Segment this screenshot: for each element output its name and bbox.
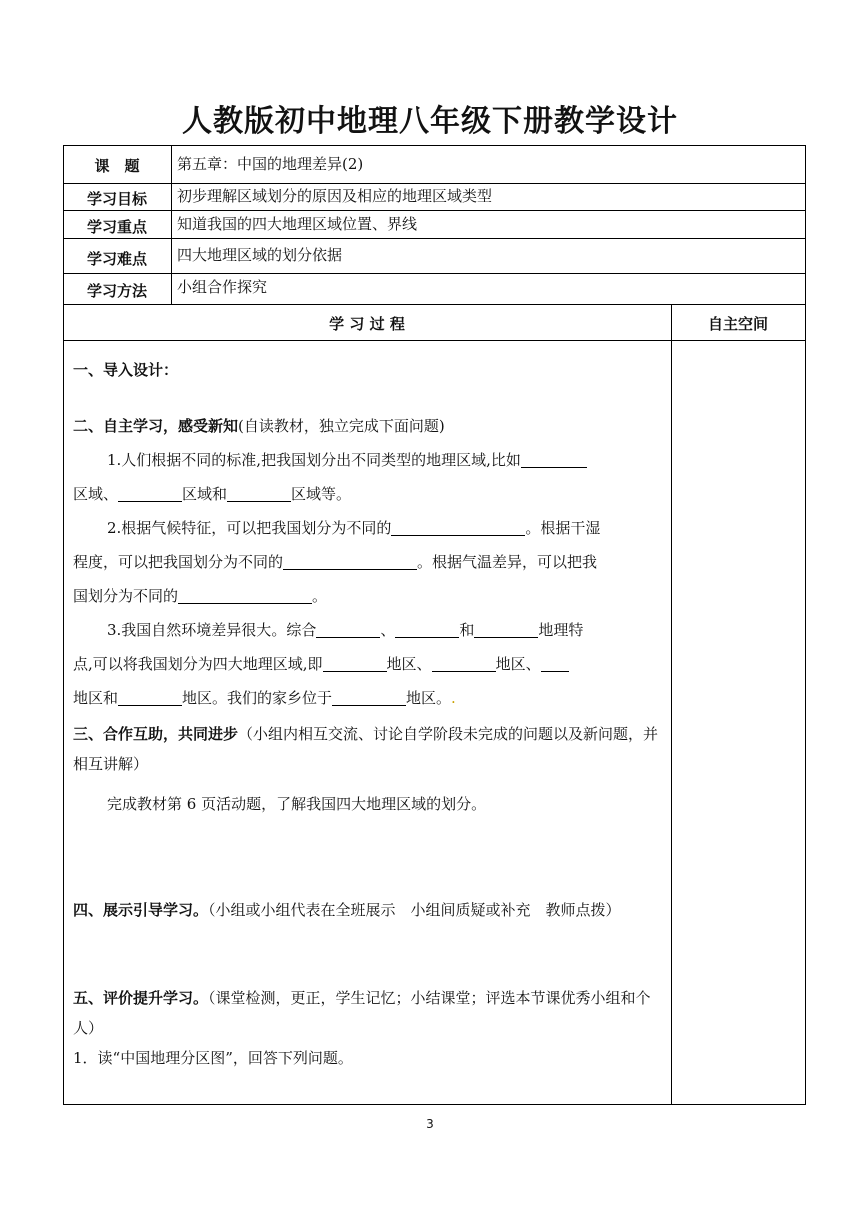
blank[interactable] <box>316 619 380 638</box>
section-evaluation-title: 五、评价提升学习。 <box>73 989 209 1007</box>
section-display-title: 四、展示引导学习。 <box>73 901 209 919</box>
blank[interactable] <box>283 551 417 570</box>
section-evaluation-note: （课堂检测，更正，学生记忆；小结课堂；评选本节课优秀小组和个人） <box>73 989 651 1037</box>
question-2: 2.根据气候特征，可以把我国划分为不同的 。根据干湿 <box>107 519 601 537</box>
question-3-cont: 点,可以将我国划分为四大地理区域,即 地区、 地区、 <box>73 647 663 681</box>
question-3: 3.我国自然环境差异很大。综合 、 和 地理特 <box>107 621 584 639</box>
section-display-note: （小组或小组代表在全班展示 小组间质疑或补充 教师点拨） <box>208 901 621 919</box>
question-2-end: 国划分为不同的 。 <box>73 587 328 605</box>
evaluation-question-1: 1．读“中国地理分区图”，回答下列问题。 <box>73 1049 353 1067</box>
blank[interactable] <box>178 585 312 604</box>
blank[interactable] <box>541 653 569 672</box>
blank[interactable] <box>323 653 387 672</box>
row-value-difficulty: 四大地理区域的划分依据 <box>177 246 343 264</box>
question-1: 1.人们根据不同的标准,把我国划分出不同类型的地理区域,比如 <box>73 443 663 477</box>
process-content <box>73 353 663 1073</box>
question-1-cont: 区域、 区域和 区域等。 <box>73 485 352 503</box>
row-label-method: 学习方法 <box>86 282 147 300</box>
row-value-topic: 第五章：中国的地理差异(2) <box>177 155 364 173</box>
blank[interactable] <box>118 483 182 502</box>
blank[interactable] <box>391 517 525 536</box>
row-label-focus: 学习重点 <box>86 218 147 236</box>
process-header: 学 习 过 程 <box>329 315 405 333</box>
section-self-study-note: (自读教材，独立完成下面问题) <box>238 417 445 435</box>
section-self-study-title: 二、自主学习，感受新知 <box>73 417 239 435</box>
question-3-end: 地区和 地区。我们的家乡位于 地区。. <box>73 689 456 707</box>
row-label-difficulty: 学习难点 <box>86 250 147 268</box>
row-label-goal: 学习目标 <box>86 190 147 208</box>
row-value-method: 小组合作探究 <box>177 278 268 296</box>
row-value-focus: 知道我国的四大地理区域位置、界线 <box>177 215 418 233</box>
blank[interactable] <box>227 483 291 502</box>
section-cooperation-title: 三、合作互助，共同进步 <box>73 725 239 743</box>
blank[interactable] <box>332 687 406 706</box>
document-title: 人教版初中地理八年级下册教学设计 <box>182 104 678 139</box>
page-number: 3 <box>426 1117 434 1131</box>
blank[interactable] <box>474 619 538 638</box>
blank[interactable] <box>395 619 459 638</box>
section-cooperation-task: 完成教材第 6 页活动题，了解我国四大地理区域的划分。 <box>107 795 487 813</box>
row-label-topic: 课 题 <box>94 157 140 175</box>
row-value-goal: 初步理解区域划分的原因及相应的地理区域类型 <box>177 187 493 205</box>
section-cooperation-note: （小组内相互交流、讨论自学阶段未完成的问题以及新问题，并相互讲解） <box>73 725 659 773</box>
blank[interactable] <box>521 449 587 468</box>
blank[interactable] <box>118 687 182 706</box>
self-space-header: 自主空间 <box>707 315 768 333</box>
section-intro-title: 一、导入设计： <box>73 361 179 379</box>
blank[interactable] <box>432 653 496 672</box>
lesson-plan-table <box>63 145 806 1105</box>
question-2-cont: 程度，可以把我国划分为不同的 。根据气温差异，可以把我 <box>73 553 598 571</box>
